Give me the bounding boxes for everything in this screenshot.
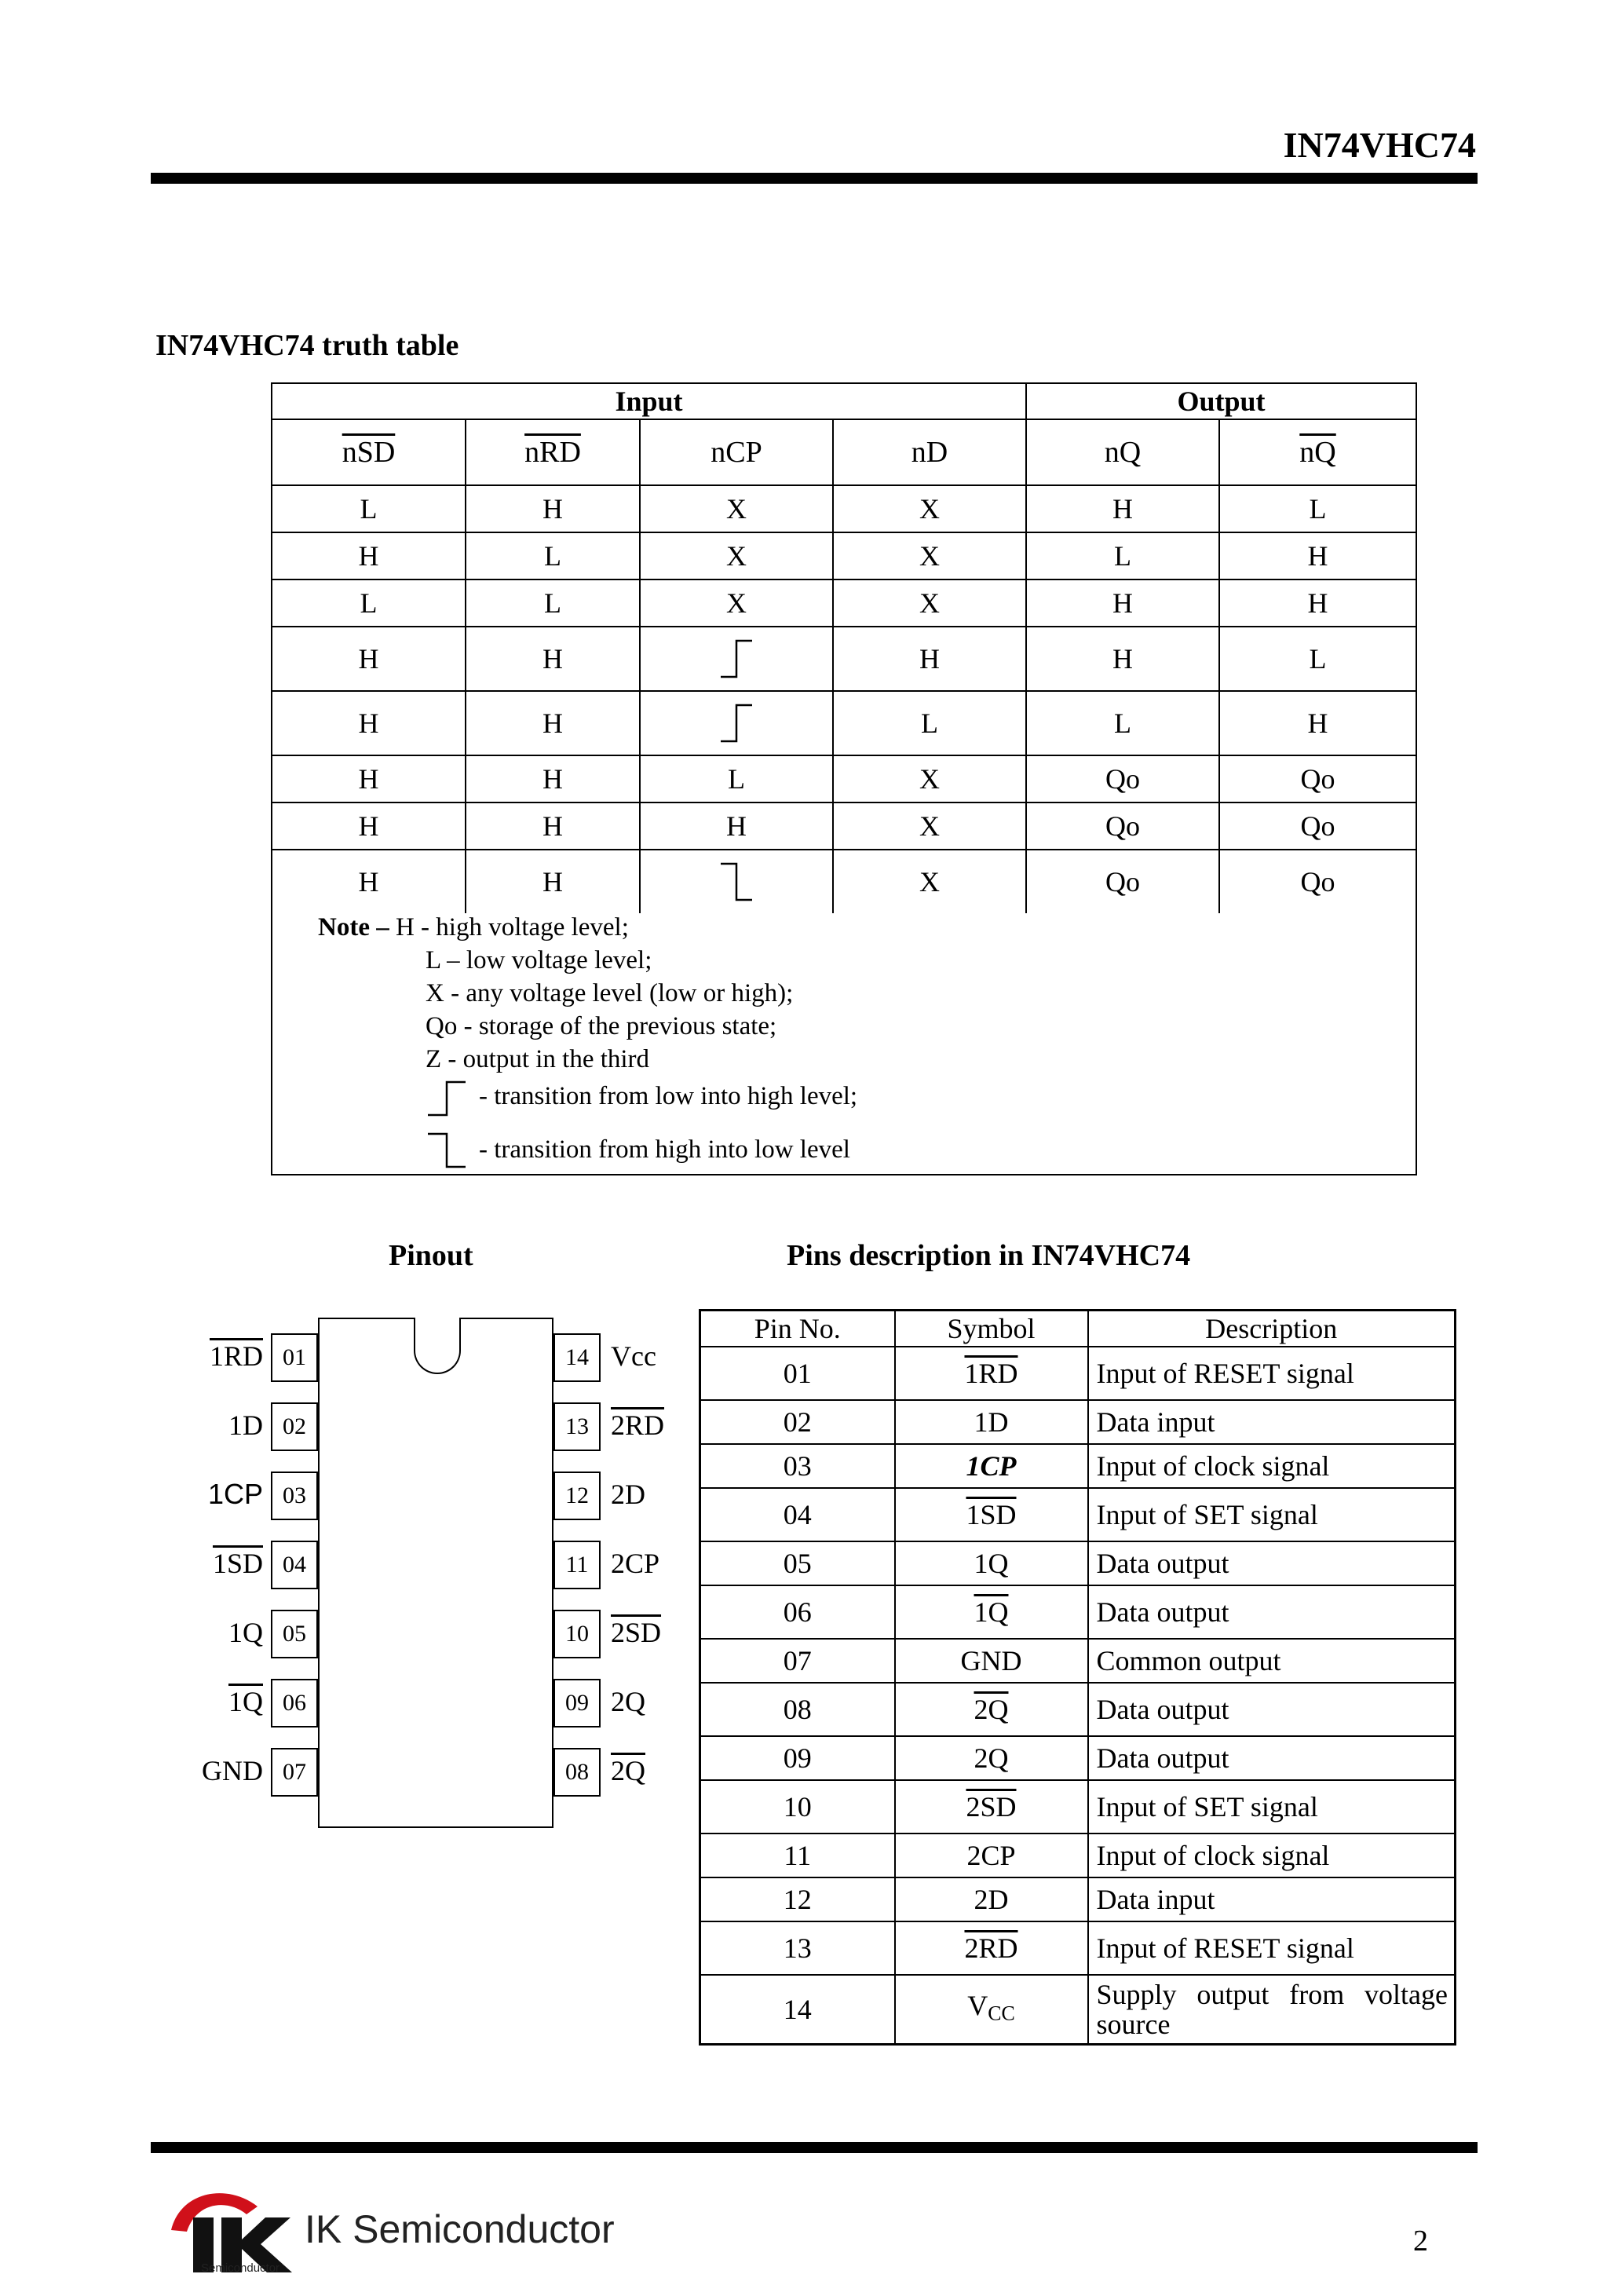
pin-description-cell: Input of SET signal — [1088, 1488, 1456, 1541]
table-cell — [640, 691, 833, 755]
pin-symbol-cell: 2SD — [895, 1780, 1088, 1834]
table-row — [700, 1975, 1456, 2045]
pin-number-cell: 05 — [700, 1541, 895, 1585]
pin-label: 1RD — [209, 1340, 263, 1372]
pin-symbol-cell: 2RD — [895, 1921, 1088, 1975]
pin-label: 1SD — [212, 1548, 263, 1579]
pin-number-cell: 04 — [700, 1488, 895, 1541]
table-cell: H — [466, 803, 640, 850]
pin-description-cell: Input of clock signal — [1088, 1834, 1456, 1877]
table-cell: H — [1219, 532, 1416, 579]
pin-number-box: 04 — [271, 1541, 318, 1589]
column-header: $\overline{nQ}$ — [1219, 419, 1416, 485]
table-cell: X — [833, 579, 1026, 627]
table-cell: X — [833, 803, 1026, 850]
table-cell: X — [640, 532, 833, 579]
pin-number-cell: 09 — [700, 1736, 895, 1780]
pin-description-cell: Data input — [1088, 1400, 1456, 1444]
table-cell: H — [272, 532, 466, 579]
pin-label: 2D — [611, 1479, 645, 1510]
table-cell: H — [1219, 691, 1416, 755]
note-fall: - transition from high into low level — [479, 1135, 850, 1164]
pin-number-box: 07 — [271, 1748, 318, 1797]
note-head: Note – — [318, 913, 389, 941]
pin-label: 1Q — [228, 1686, 263, 1717]
pin-number-cell: 11 — [700, 1834, 895, 1877]
table-cell: H — [466, 691, 640, 755]
table-row — [700, 1585, 1456, 1639]
pin-description-cell: Input of clock signal — [1088, 1444, 1456, 1488]
pin-description-cell: Data output — [1088, 1683, 1456, 1736]
pin-symbol-cell: $V_{CC}$ — [895, 1975, 1088, 2045]
pin-number-cell: 12 — [700, 1877, 895, 1921]
pin-label: 1D — [228, 1409, 263, 1441]
table-cell: X — [640, 579, 833, 627]
note-qo: Qo - storage of the previous state; — [426, 1012, 777, 1040]
pin-symbol-cell: 2Q — [895, 1736, 1088, 1780]
table-cell: Qo — [1026, 803, 1219, 850]
table-row — [700, 1877, 1456, 1921]
pin-description-cell: Data output — [1088, 1736, 1456, 1780]
table-cell: L — [1026, 532, 1219, 579]
table-cell: H — [640, 803, 833, 850]
table-cell: L — [833, 691, 1026, 755]
pin-label: 2Q — [611, 1686, 645, 1717]
note-x: X - any voltage level (low or high); — [426, 979, 794, 1007]
page-number: 2 — [1413, 2225, 1428, 2258]
pin-description-cell: Common output — [1088, 1639, 1456, 1683]
table-cell — [640, 627, 833, 691]
table-row — [700, 1921, 1456, 1975]
table-row — [700, 1444, 1456, 1488]
document-id: IN74VHC74 — [1283, 125, 1476, 165]
symbol-header: Symbol — [895, 1311, 1088, 1347]
table-cell: X — [833, 755, 1026, 803]
table-row — [272, 803, 1416, 850]
pin-description-cell: Input of RESET signal — [1088, 1347, 1456, 1400]
pin-symbol-cell: 2Q — [895, 1683, 1088, 1736]
pin-no-header: Pin No. — [700, 1311, 895, 1347]
table-cell: Qo — [1026, 755, 1219, 803]
table-row — [700, 1780, 1456, 1834]
pin-number-box: 13 — [553, 1402, 601, 1451]
falling-edge-icon — [719, 861, 754, 903]
pin-description-cell: Input of SET signal — [1088, 1780, 1456, 1834]
pin-label: 1CP — [207, 1478, 263, 1510]
table-cell: H — [272, 691, 466, 755]
table-row — [272, 579, 1416, 627]
note-z: Z - output in the third — [426, 1045, 650, 1073]
pin-label: 1Q — [228, 1617, 263, 1648]
pin-label: 2CP — [611, 1548, 660, 1579]
pins-description-table — [699, 1309, 1456, 2046]
pin-description-cell: Data input — [1088, 1877, 1456, 1921]
table-cell: H — [272, 755, 466, 803]
pin-symbol-cell: 1RD — [895, 1347, 1088, 1400]
top-rule — [151, 173, 1478, 184]
pins-description-title: Pins description in IN74VHC74 — [787, 1239, 1191, 1272]
pin-description-cell: Input of RESET signal — [1088, 1921, 1456, 1975]
table-cell: Qo — [1026, 850, 1219, 913]
input-group-header: Input — [272, 384, 1026, 419]
pin-symbol-cell: GND — [895, 1639, 1088, 1683]
pin-label: Vcc — [611, 1340, 656, 1372]
pin-label: 2Q — [611, 1755, 645, 1786]
table-cell: H — [1219, 579, 1416, 627]
pin-number-box: 10 — [553, 1610, 601, 1658]
falling-edge-icon — [428, 1131, 467, 1170]
column-header: $\overline{nSD}$ — [272, 419, 466, 485]
pin-label: 2RD — [611, 1409, 665, 1441]
pin-number-cell: 14 — [700, 1975, 895, 2045]
table-cell: H — [466, 755, 640, 803]
table-cell: L — [1219, 485, 1416, 532]
table-cell: L — [272, 579, 466, 627]
pin-symbol-cell: 1D — [895, 1400, 1088, 1444]
table-cell: X — [640, 485, 833, 532]
pin-number-box: 02 — [271, 1402, 318, 1451]
table-row — [700, 1541, 1456, 1585]
table-cell: X — [833, 850, 1026, 913]
pin-symbol-cell: 2D — [895, 1877, 1088, 1921]
pin-number-box: 11 — [553, 1541, 601, 1589]
pin-number-cell: 03 — [700, 1444, 895, 1488]
table-cell: L — [272, 485, 466, 532]
description-header: Description — [1088, 1311, 1456, 1347]
table-row — [700, 1683, 1456, 1736]
column-header: nD — [833, 419, 1026, 485]
rising-edge-icon — [719, 702, 754, 744]
table-cell: L — [640, 755, 833, 803]
pin-number-cell: 07 — [700, 1639, 895, 1683]
table-cell: H — [1026, 485, 1219, 532]
table-row — [700, 1488, 1456, 1541]
note-rise: - transition from low into high level; — [479, 1082, 858, 1110]
pin-symbol-cell: 1Q — [895, 1585, 1088, 1639]
pin-number-cell: 13 — [700, 1921, 895, 1975]
table-row — [272, 850, 1416, 913]
table-row — [700, 1347, 1456, 1400]
table-cell: L — [1219, 627, 1416, 691]
company-name: IK Semiconductor — [305, 2207, 615, 2251]
output-group-header: Output — [1026, 384, 1416, 419]
pin-number-box: 08 — [553, 1748, 601, 1797]
pin-number-cell: 08 — [700, 1683, 895, 1736]
pin-symbol-cell: 2CP — [895, 1834, 1088, 1877]
pin-symbol-cell: 1CP — [895, 1444, 1088, 1488]
pin-number-box: 05 — [271, 1610, 318, 1658]
table-cell: L — [466, 532, 640, 579]
table-cell: X — [833, 532, 1026, 579]
table-cell: H — [272, 850, 466, 913]
truth-table-title: IN74VHC74 truth table — [155, 329, 459, 362]
table-cell: Qo — [1219, 803, 1416, 850]
column-header: nQ — [1026, 419, 1219, 485]
table-cell: H — [272, 627, 466, 691]
note-h: H - high voltage level; — [395, 913, 629, 941]
table-cell: H — [272, 803, 466, 850]
pin-symbol-cell: 1Q — [895, 1541, 1088, 1585]
pin-number-cell: 01 — [700, 1347, 895, 1400]
bottom-rule — [151, 2142, 1478, 2153]
table-cell: H — [1026, 627, 1219, 691]
table-cell: H — [466, 627, 640, 691]
pin-number-box: 03 — [271, 1472, 318, 1520]
table-row — [700, 1834, 1456, 1877]
table-row — [700, 1736, 1456, 1780]
pin-description-cell: Data output — [1088, 1585, 1456, 1639]
pin-number-box: 09 — [553, 1679, 601, 1727]
table-cell: Qo — [1219, 755, 1416, 803]
pin-number-cell: 10 — [700, 1780, 895, 1834]
table-row — [272, 532, 1416, 579]
pin-label: 2SD — [611, 1617, 662, 1648]
pinout-title: Pinout — [389, 1239, 473, 1272]
table-cell: H — [466, 485, 640, 532]
table-row — [700, 1639, 1456, 1683]
pin-description-cell: Data output — [1088, 1541, 1456, 1585]
column-header: $\overline{nRD}$ — [466, 419, 640, 485]
table-cell: Qo — [1219, 850, 1416, 913]
chip-notch — [414, 1318, 461, 1374]
column-header: nCP — [640, 419, 833, 485]
chip-body — [318, 1318, 553, 1828]
table-cell — [640, 850, 833, 913]
note-l: L – low voltage level; — [426, 946, 652, 974]
pin-number-cell: 02 — [700, 1400, 895, 1444]
table-row — [700, 1400, 1456, 1444]
table-cell: L — [466, 579, 640, 627]
pin-number-box: 12 — [553, 1472, 601, 1520]
pin-symbol-cell: 1SD — [895, 1488, 1088, 1541]
table-row — [272, 691, 1416, 755]
table-cell: H — [466, 850, 640, 913]
pin-number-box: 14 — [553, 1333, 601, 1382]
pin-number-cell: 06 — [700, 1585, 895, 1639]
table-row — [272, 485, 1416, 532]
table-cell: H — [833, 627, 1026, 691]
table-row — [272, 755, 1416, 803]
pin-label: GND — [202, 1755, 263, 1786]
table-cell: H — [1026, 579, 1219, 627]
table-row — [272, 627, 1416, 691]
rising-edge-icon — [428, 1079, 467, 1118]
pin-description-cell: Supply output from voltage source — [1088, 1975, 1456, 2045]
pin-number-box: 01 — [271, 1333, 318, 1382]
table-cell: X — [833, 485, 1026, 532]
table-cell: L — [1026, 691, 1219, 755]
pin-number-box: 06 — [271, 1679, 318, 1727]
logo-subtext: Semiconductor — [201, 2261, 280, 2275]
rising-edge-icon — [719, 638, 754, 680]
